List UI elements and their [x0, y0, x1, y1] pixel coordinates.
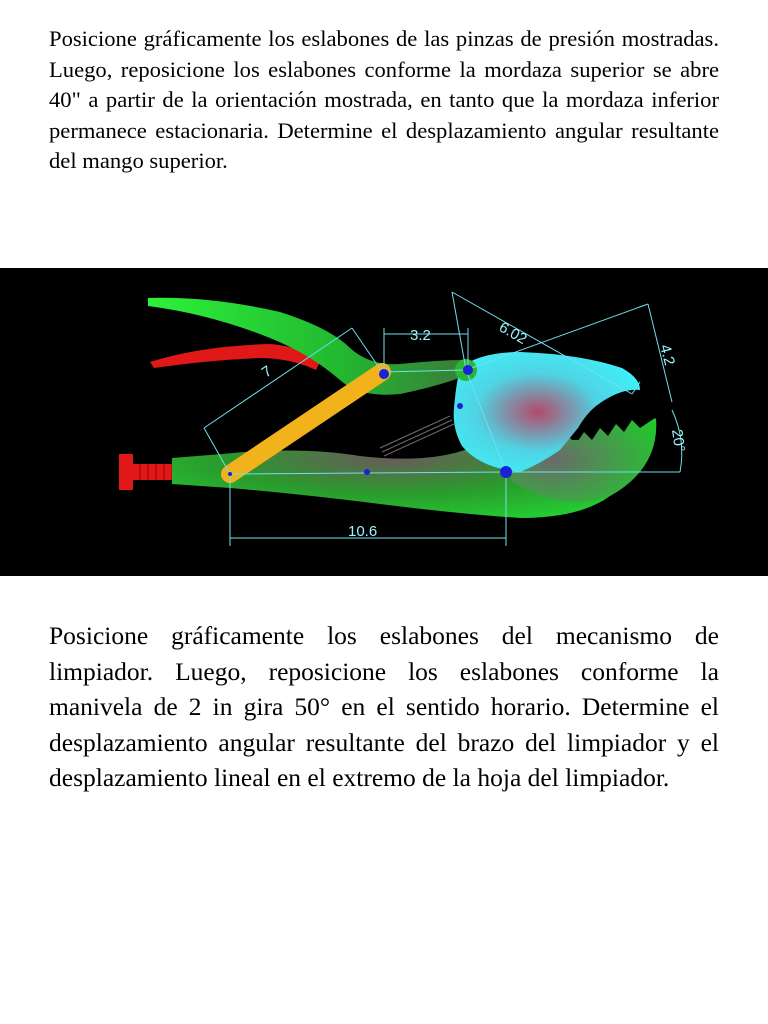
dim-3-2: 3.2 — [410, 327, 431, 344]
dim-6-02: 6.02 — [496, 318, 530, 349]
dim-7: 7 — [258, 362, 276, 382]
dim-10-6: 10.6 — [348, 523, 378, 540]
problem-text-pliers: Posicione gráficamente los eslabones de las pinzas de presión mostradas. Luego, reposicione los eslabones conforme la mordaza superior se abre 40" a partir de la orientación mostrada, en tanto que la mordaza inferior permanece estacionaria. Determine el desplazamiento angular resultante del mango superior. — [49, 26, 719, 173]
dim-4-2: 4.2 — [656, 342, 678, 368]
dim-20-deg: 20° — [668, 428, 689, 454]
spring — [380, 416, 454, 456]
pliers-figure — [0, 268, 768, 576]
problem-text-wiper: Posicione gráficamente los eslabones del mecanismo de limpiador. Luego, reposicione los eslabones conforme la manivela de 2 in gira 50° en el sentido horario. Determine el desplazamiento angular resultante del brazo del limpiador y el desplazamiento lineal en el extremo de la hoja del limpiador. — [49, 621, 719, 793]
upper-handle — [148, 298, 470, 395]
